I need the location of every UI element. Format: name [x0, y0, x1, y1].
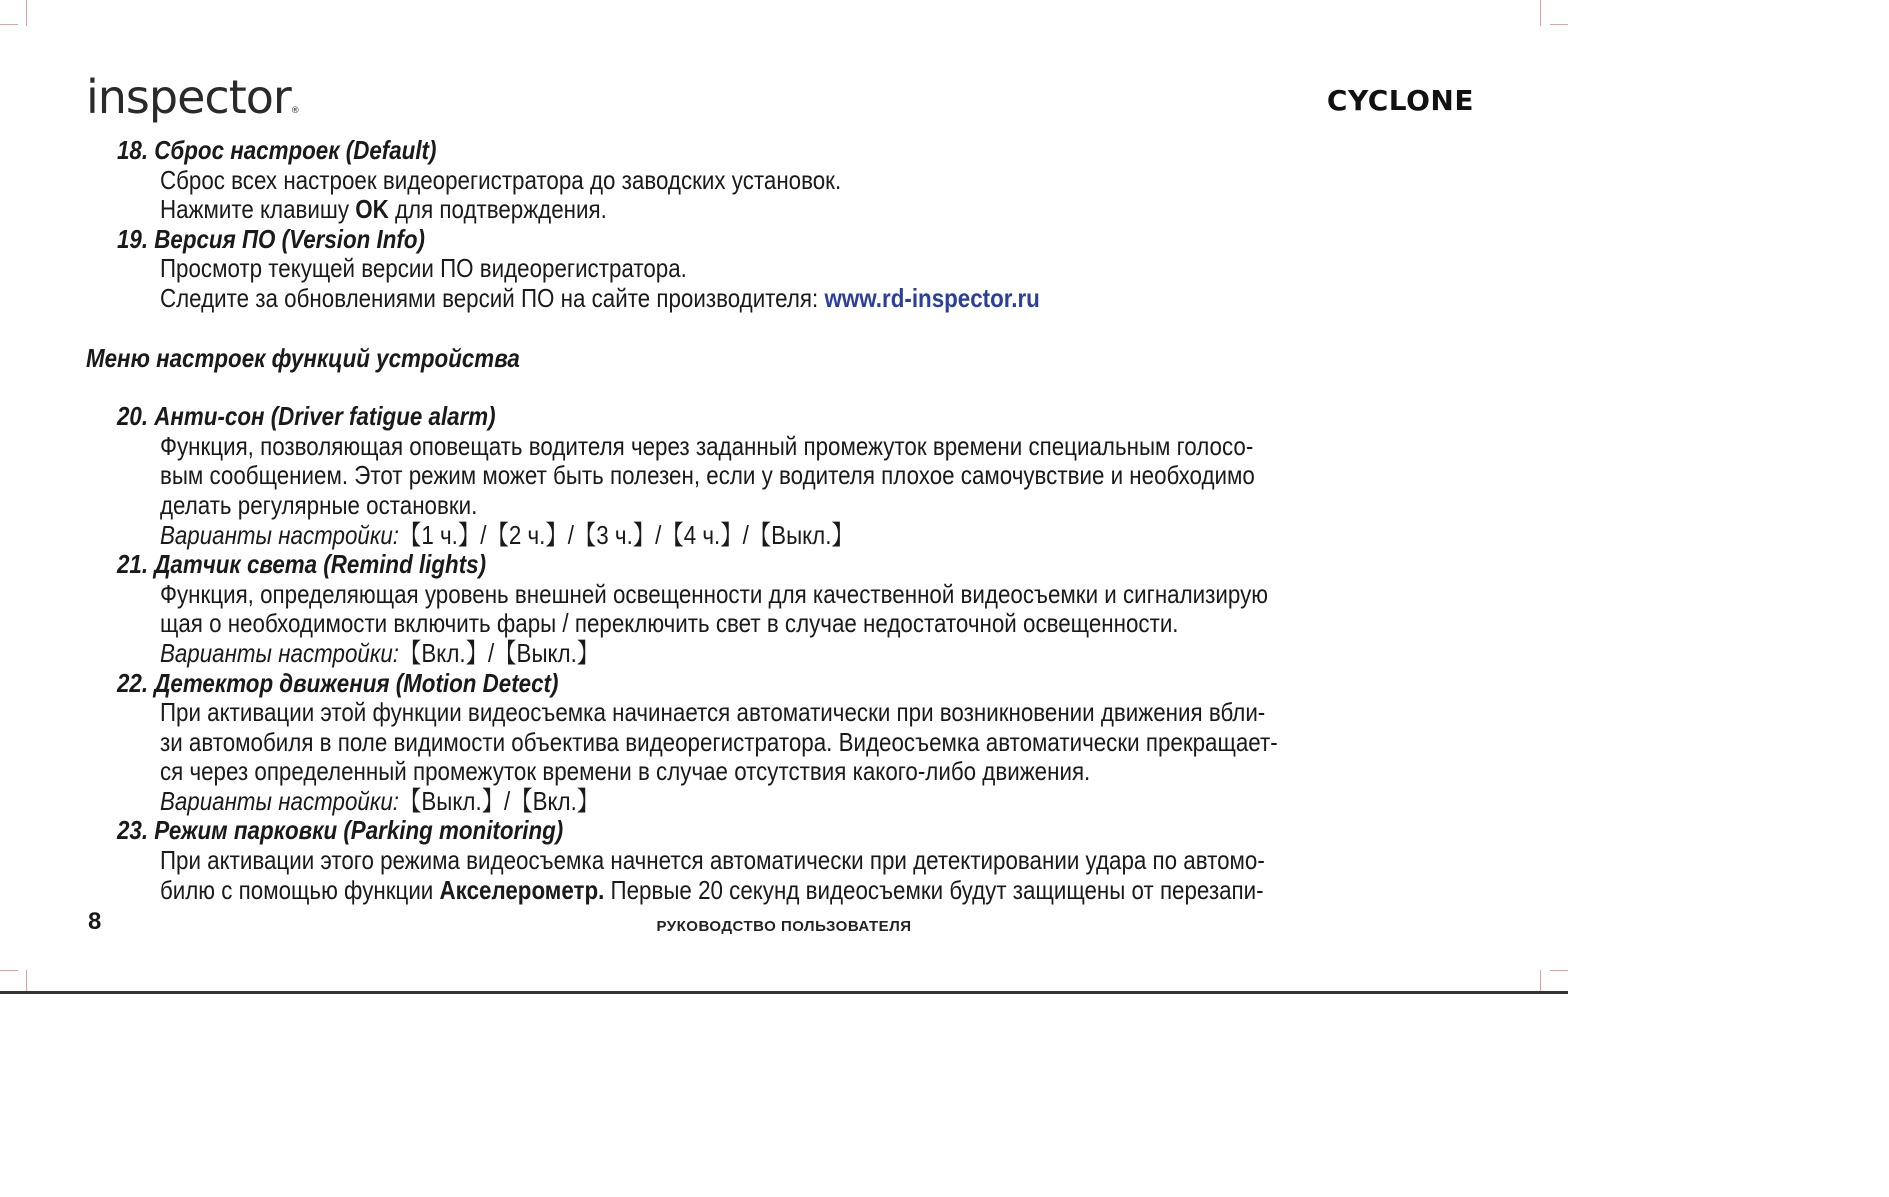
crop-mark — [1540, 0, 1541, 26]
description-line — [160, 284, 1476, 314]
crop-mark — [1550, 970, 1568, 971]
description-line: Сброс всех настроек видеорегистратора до заводских установок. — [159, 164, 842, 195]
crop-mark — [1550, 24, 1568, 25]
section-title: Меню настроек функций устройства — [86, 342, 520, 373]
menu-item-title: 23. Режим парковки (Parking monitoring) — [116, 815, 564, 846]
page-number: 8 — [88, 908, 102, 935]
options-values: 【Вкл.】/【Выкл.】 — [399, 637, 600, 668]
description-line: делать регулярные остановки. — [159, 489, 478, 520]
text-segment: Нажмите клавишу — [159, 194, 356, 225]
footer-title: РУКОВОДСТВО ПОЛЬЗОВАТЕЛЯ — [656, 918, 912, 935]
settings-list-system — [86, 136, 1476, 314]
crop-mark — [1540, 970, 1541, 992]
description-line — [160, 195, 1476, 225]
options-values: 【1 ч.】/【2 ч.】/【3 ч.】/【4 ч.】/【Выкл.】 — [399, 519, 854, 550]
description-line: ся через определенный промежуток времени в случае отсутствия какого-либо движения. — [159, 756, 1091, 787]
description-line — [160, 876, 1476, 906]
settings-list-functions — [86, 402, 1476, 905]
options-label: Варианты настройки: — [159, 637, 400, 668]
settings-options — [160, 787, 1476, 817]
description-line: Просмотр текущей версии ПО видеорегистратора. — [159, 253, 687, 284]
menu-item — [86, 402, 1476, 550]
brand-logo-text: inspector — [86, 70, 291, 124]
menu-item-title: 19. Версия ПО (Version Info) — [116, 223, 425, 254]
settings-options — [160, 639, 1476, 669]
page-edge-line — [0, 991, 1568, 994]
options-values: 【Выкл.】/【Вкл.】 — [399, 785, 600, 816]
text-segment: Первые 20 секунд видеосъемки будут защищены от перезапи- — [604, 874, 1264, 905]
menu-item-title: 21. Датчик света (Remind lights) — [116, 549, 487, 580]
text-segment: билю с помощью функции — [159, 874, 440, 905]
description-line: щая о необходимости включить фары / переключить свет в случае недостаточной освещенности. — [159, 608, 1179, 639]
description-line: Функция, позволяющая оповещать водителя через заданный промежуток времени специальным голосо- — [159, 430, 1254, 461]
menu-item — [86, 816, 1476, 905]
options-label: Варианты настройки: — [159, 519, 400, 550]
crop-mark — [0, 24, 18, 25]
options-label: Варианты настройки: — [159, 785, 400, 816]
model-name: CYCLONE — [1326, 84, 1474, 117]
description-line: вым сообщением. Этот режим может быть полезен, если у водителя плохое самочувствие и необходимо — [159, 460, 1255, 491]
brand-logo — [86, 70, 299, 124]
description-line: При активации этой функции видеосъемка начинается автоматически при возникновении движения вбли- — [159, 697, 1266, 728]
website-link[interactable]: www.rd-inspector.ru — [824, 282, 1040, 313]
text-segment: Следите за обновлениями версий ПО на сайте производителя: — [159, 282, 825, 313]
bold-term: OK — [355, 194, 389, 225]
menu-item — [86, 225, 1476, 314]
menu-item — [86, 669, 1476, 817]
text-segment: для подтверждения. — [388, 194, 607, 225]
crop-mark — [26, 970, 27, 992]
document-body — [86, 136, 1281, 905]
bold-term: Акселерометр. — [439, 874, 605, 905]
registered-mark: ® — [290, 106, 299, 116]
menu-item-title: 18. Сброс настроек (Default) — [116, 135, 437, 165]
description-line: Функция, определяющая уровень внешней освещенности для качественной видеосъемки и сигнализирую — [159, 578, 1269, 609]
crop-mark — [26, 0, 27, 26]
menu-item-title: 22. Детектор движения (Motion Detect) — [116, 667, 559, 698]
settings-options — [160, 521, 1476, 551]
crop-mark — [0, 970, 18, 971]
menu-item — [86, 136, 1476, 225]
menu-item-title: 20. Анти-сон (Driver fatigue alarm) — [116, 401, 496, 432]
description-line: При активации этого режима видеосъемка начнется автоматически при детектировании удара по автомо- — [159, 845, 1265, 876]
description-line: зи автомобиля в поле видимости объектива видеорегистратора. Видеосъемка автоматически прекращает- — [159, 726, 1278, 757]
menu-item — [86, 550, 1476, 668]
